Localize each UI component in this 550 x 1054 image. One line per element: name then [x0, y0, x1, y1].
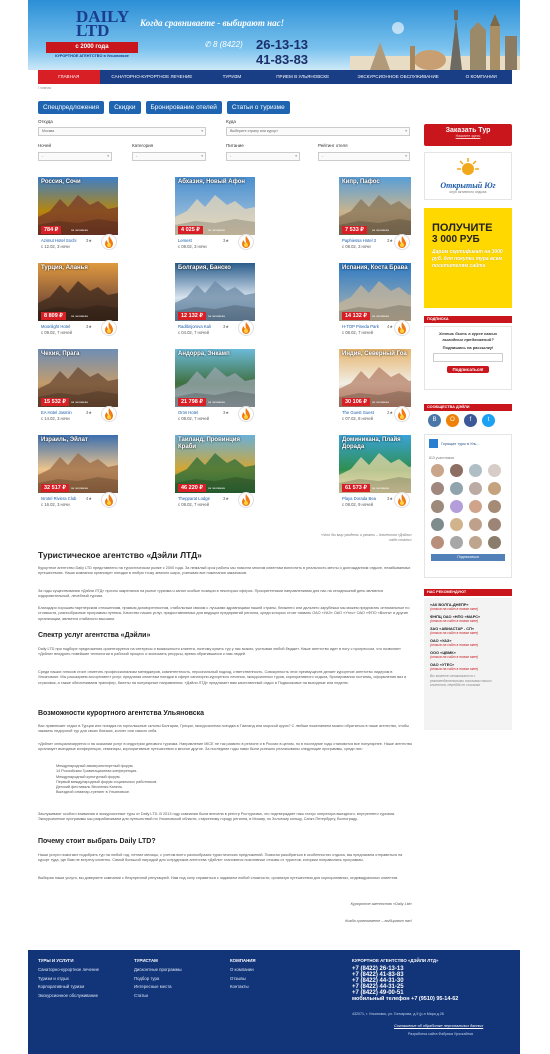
sun-logo-icon — [453, 157, 483, 179]
header-phone-1[interactable]: 26-13-13 — [256, 37, 309, 52]
tour-price[interactable]: 784 ₽ — [41, 226, 61, 234]
tour-price[interactable]: 12 132 ₽ — [178, 312, 206, 320]
tour-price[interactable]: 15 532 ₽ — [41, 398, 69, 406]
site-header — [28, 0, 520, 70]
tour-price-unit: за человека — [372, 228, 389, 232]
member-avatar[interactable] — [450, 482, 463, 495]
tour-hotel-link[interactable]: Isrotel Riviera Club — [41, 496, 77, 501]
member-avatar[interactable] — [431, 500, 444, 513]
list-item: Международный авиатранспортный форум. — [56, 764, 134, 768]
logo-subtitle: КУРОРТНОЕ АГЕНТСТВО в Ульяновске — [55, 54, 129, 58]
promo-text: Дарим сертификат на 3000 руб. для покупки тура всем посетителям сайта — [432, 249, 503, 269]
odnoklassniki-icon[interactable]: О — [446, 414, 459, 427]
rating-select[interactable]: - ▾ — [318, 152, 410, 161]
phone-code: 8 (8422) — [212, 40, 243, 49]
breadcrumb[interactable]: Главная — [38, 86, 52, 90]
tour-price-unit: за человека — [208, 400, 225, 404]
nav-item-home[interactable]: ГЛАВНАЯ — [38, 70, 100, 84]
tour-date: с 08.02, 7 ночей — [178, 416, 209, 421]
nav-item-excursions[interactable]: ЭКСКУРСИОННОЕ ОБСЛУЖИВАНИЕ — [357, 74, 439, 79]
category-select[interactable]: - ▾ — [132, 152, 206, 161]
group-avatar — [429, 439, 438, 448]
from-label: Откуда — [38, 119, 53, 124]
footer-link[interactable]: Контакты — [230, 984, 249, 989]
tour-card[interactable] — [38, 349, 118, 423]
tour-price-unit: за человека — [71, 314, 88, 318]
recommend-company[interactable]: ООО «ЦВМК» — [430, 650, 456, 655]
footer-heading-agency: КУРОРТНОЕ АГЕНТСТВО «ДЭЙЛИ ЛТД» — [352, 958, 439, 963]
member-avatar[interactable] — [469, 482, 482, 495]
member-avatar[interactable] — [450, 518, 463, 531]
tour-card[interactable] — [339, 177, 411, 251]
recommend-company[interactable]: «АК ВОЛГА-ДНЕПР» — [430, 602, 469, 607]
footer-link[interactable]: Статьи — [134, 992, 148, 998]
promo-title: ПОЛУЧИТЕ — [432, 222, 493, 234]
article-paragraph: Благодаря хорошим партнерским отношениям, прямым договоренностям, стабильным связям с лучшими здравницами нашей страны, ближнего или дальнего зарубежья мы можем предлагать оптимальные по стоимости, разнообразные программы путевок. Качество наших услуг, предоставляемых для ведущих предприятий региона, среди которых стоит назвать ОАО «УАЗ» ОАО «Утес» ОАО «ФПО «Волга» и другие организации, является стабильно высоким. — [38, 606, 410, 621]
tour-date: с 07.02, 8 ночей — [342, 416, 373, 421]
tour-stars: 3★ — [86, 324, 93, 329]
hot-offer-icon — [238, 234, 254, 250]
recommend-note[interactable]: (отзыв на сайт в новом окне) — [430, 607, 479, 611]
tour-stars: 2★ — [387, 410, 394, 415]
hot-offer-icon — [101, 406, 117, 422]
tour-stars: 3★ — [223, 324, 230, 329]
nav-item-sanatorium[interactable]: САНАТОРНО-КУРОРТНОЕ ЛЕЧЕНИЕ — [111, 74, 193, 79]
member-avatar[interactable] — [488, 464, 501, 477]
tour-card[interactable] — [339, 263, 411, 337]
header-slogan: Когда сравниваете - выбирают нас! — [140, 18, 285, 28]
vk-group-name: Горящие туры в Уль... — [441, 441, 480, 446]
footer-links-company — [230, 966, 254, 992]
tour-hotel-link[interactable]: Azimut Hotel Sochi — [41, 238, 77, 243]
tour-destination: Кипр, Пафос — [342, 179, 380, 185]
footer-address: 432071, г. Ульяновск, ул. Гончарова, д.9 (р-н Мира д.26 — [352, 1012, 444, 1016]
tour-card[interactable] — [38, 263, 118, 337]
hot-offer-icon — [238, 406, 254, 422]
footer-links-tours — [38, 966, 99, 1000]
recommend-note[interactable]: (отзыв на сайт в новом окне) — [430, 619, 479, 623]
logo[interactable] — [62, 7, 130, 40]
vk-widget — [424, 434, 512, 578]
rating-label: Рейтинг отеля — [318, 143, 348, 148]
tour-stars: 3★ — [387, 496, 394, 501]
footer-phone[interactable]: +7 (8422) 49-00-51 — [352, 990, 404, 996]
tour-stars: 3★ — [86, 410, 93, 415]
footer-link[interactable]: Санаторно-курортное лечение — [38, 967, 100, 972]
hot-offer-icon — [394, 406, 410, 422]
member-avatar[interactable] — [450, 536, 463, 549]
member-avatar[interactable] — [488, 518, 501, 531]
tour-price-unit: за человека — [71, 486, 88, 490]
tour-hotel-link[interactable]: EA Hotel Jasmin — [41, 410, 72, 415]
promo-banner[interactable] — [424, 208, 512, 308]
offer-tabs — [38, 101, 290, 114]
tour-price[interactable]: 21 798 ₽ — [178, 398, 206, 406]
hot-offer-icon — [394, 234, 410, 250]
site-footer — [28, 950, 520, 1054]
recommend-item[interactable] — [430, 638, 508, 647]
category-label: Категория — [132, 143, 154, 148]
footer-heading-tours: ТУРЫ И УСЛУГИ — [38, 958, 74, 963]
signature-slogan: Когда сравниваете – выбирают нас! — [345, 919, 412, 923]
main-nav — [38, 70, 512, 84]
subscribe-button[interactable]: Подписаться! — [447, 366, 490, 373]
signature-agency: Курортное агентство «Daily Ltd» — [350, 902, 412, 906]
footer-heading-company: КОМПАНИЯ — [230, 958, 256, 963]
article-paragraph: Наши услуги помогают подобрать тур на любой год, летние месяцы, с учетом всего разнообразия туристических предложений. Помогая разобраться в особенностях отдыха, мы предлагаем отправиться на курорт туда, где Вам не встречу клиенты. Самой большой наградой для сотрудников агентства «Дэйли» становятся позитивные отзывы от туристов, которым понравились программы. — [38, 853, 403, 863]
tours-caption: «Что бы мир увидеть и узнать – Клиентом «Дэйли» надо стать» — [320, 533, 412, 542]
hot-offer-icon — [101, 320, 117, 336]
tour-destination: Андорра, Энкамп — [178, 351, 230, 357]
order-tour-label: Заказать Тур — [445, 127, 491, 134]
developer-credit[interactable]: Разработка сайта Фабрика Уроскайтов — [408, 1032, 474, 1036]
recommend-note[interactable]: (отзыв на сайт в новом окне) — [430, 631, 479, 635]
tour-price-unit: за человека — [208, 228, 225, 232]
meal-label: Питание — [226, 143, 244, 148]
tour-price-unit: за человека — [208, 314, 225, 318]
recommend-note[interactable]: (отзыв на сайт в новом окне) — [430, 667, 479, 671]
tour-card[interactable] — [175, 435, 255, 509]
article-title: Туристическое агентство «Дэйли ЛТД» — [38, 550, 202, 560]
partner-name: Открытый Юг — [440, 181, 496, 190]
nav-item-reception[interactable]: ПРИЕМ В УЛЬЯНОВСКЕ — [276, 74, 330, 79]
footer-link[interactable]: Дисконтные программы — [134, 967, 182, 972]
member-avatars — [431, 464, 511, 549]
nights-label: Ночей — [38, 143, 52, 148]
member-avatar[interactable] — [450, 464, 463, 477]
tour-destination: Таиланд, Провинция Краби — [178, 437, 240, 450]
tab-articles[interactable]: Статьи о туризме — [227, 101, 290, 114]
member-avatar[interactable] — [469, 464, 482, 477]
footer-phone[interactable]: +7 (8422) 44-31-25 — [352, 984, 404, 990]
tour-stars: 4★ — [86, 496, 93, 501]
article-paragraph: Курортное агентство Daily LTD представлено на туристическом рынке с 2000 года. За немалый срок работы мы помогли многим клиентам воплотить в реальность мечты о долгожданном отдыхе, незабываемых путешествиях. Наша компания организует поездки в любую точку земного шара, учитывая все пожелания заказчиков. — [38, 566, 411, 576]
order-tour-sub: Нажмите здесь — [455, 134, 481, 138]
tour-date: с 14.02, 3 ночи — [41, 416, 70, 421]
header-phone-2[interactable]: 41-83-83 — [256, 52, 309, 67]
footer-link[interactable]: Подбор тура — [134, 975, 160, 981]
phone-icon: ✆ — [204, 40, 213, 49]
subscribe-email-input[interactable] — [433, 353, 503, 362]
tour-card[interactable] — [175, 349, 255, 423]
tour-destination: Чехия, Прага — [41, 351, 80, 357]
tour-card[interactable] — [175, 263, 255, 337]
recommend-item[interactable] — [430, 650, 508, 659]
recommend-item[interactable] — [430, 662, 508, 671]
recommend-company[interactable]: ОАО «УТЕС» — [430, 662, 455, 667]
member-avatar[interactable] — [431, 536, 444, 549]
tour-hotel-link[interactable]: The Guest Guest — [342, 410, 374, 415]
tour-stars: 3★ — [223, 496, 230, 501]
member-avatar[interactable] — [488, 482, 501, 495]
tour-price-unit: за человека — [208, 486, 225, 490]
recommend-item[interactable] — [430, 602, 508, 611]
recommend-footnote: Вы можете ознакомиться с рекомендательными письмами наших клиентов, перейдя по ссылкам — [430, 674, 492, 687]
nav-item-tourism[interactable]: ТУРИЗМ — [222, 74, 242, 79]
tab-hotel-booking[interactable]: Бронирование отелей — [146, 101, 222, 114]
recommend-list — [424, 598, 512, 730]
subscribe-heading: ПОДПИСКА — [424, 316, 512, 323]
tour-destination: Турция, Аланья — [41, 265, 88, 271]
tour-destination: Россия, Сочи — [41, 179, 81, 185]
hot-offer-icon — [238, 320, 254, 336]
list-item: Детский фестиваль Весенняя Капель. — [56, 785, 124, 790]
member-avatar[interactable] — [488, 500, 501, 513]
tour-date: с 08.02, 3 ночи — [342, 244, 371, 249]
footer-mobile[interactable]: мобильный телефон +7 (9510) 95-14-62 — [352, 996, 459, 1002]
member-avatar[interactable] — [431, 518, 444, 531]
tour-price-unit: за человека — [372, 314, 389, 318]
tab-special-offers[interactable]: Спецпредложения — [38, 101, 104, 114]
recommend-heading: НАС РЕКОМЕНДУЮТ — [424, 589, 512, 596]
member-avatar[interactable] — [450, 500, 463, 513]
member-avatar[interactable] — [431, 482, 444, 495]
member-avatar[interactable] — [469, 518, 482, 531]
article-paragraph: Заслуживают особого внимания и экскурсионные туры от Daily LTD. В 2013 году компания была внесена в реестр Ростуризма, что подтверждает наш статус оператора выездного, внутреннего туризма. Экскурсионные программы мы разрабатываем для путешествий по Ульяновской области, старинному городу региона, в Москву, по Золотому кольцу, Санкт-Петербургу, Волгограду. — [38, 812, 396, 822]
logo-ltd-text: LTD — [76, 21, 110, 40]
tour-card[interactable] — [38, 177, 118, 251]
list-item: Международный культурный форум. — [56, 774, 121, 779]
tour-stars: 3★ — [223, 410, 230, 415]
meal-select[interactable]: - ▾ — [226, 152, 300, 161]
hot-offer-icon — [101, 492, 117, 508]
subscribe-cta: Подпишись на рассылку! — [442, 345, 494, 350]
tour-destination: Болгария, Банско — [178, 265, 231, 271]
article-paragraph: Выбирая наши услуги, вы доверяете компании с безупречной репутацией. Нам под силу справиться с заданием любой сложности, организуя путешествия для корпоративных, индивидуальных клиентов. — [38, 876, 399, 880]
list-item: 14 Российская Гравитационная конференция. — [56, 769, 138, 774]
tour-date: с 12.02, 3 ночи — [41, 244, 70, 249]
section-heading-services: Спектр услуг агентства «Дэйли» — [38, 632, 151, 639]
tour-price[interactable]: 4 025 ₽ — [178, 226, 203, 234]
promo-amount: 3 000 РУБ — [432, 234, 480, 245]
order-tour-button[interactable] — [424, 124, 512, 146]
vk-subscribe-button[interactable]: Подписаться — [431, 554, 505, 561]
member-avatar[interactable] — [469, 536, 482, 549]
footer-heading-tourists: ТУРИСТАМ — [134, 958, 158, 963]
footer-link[interactable]: Интересные места — [134, 984, 172, 989]
subscribe-box — [424, 326, 512, 390]
tour-destination: Индия, Северный Гоа — [342, 351, 407, 357]
recommend-item[interactable] — [430, 614, 508, 623]
twitter-icon[interactable]: t — [482, 414, 495, 427]
list-item: Первый международный форум социальных работников. — [56, 779, 158, 784]
member-avatar[interactable] — [488, 536, 501, 549]
hot-offer-icon — [238, 492, 254, 508]
to-label: Куда — [226, 119, 236, 124]
tour-destination: Испания, Коста Брава — [342, 265, 408, 271]
tour-hotel-link[interactable]: Oros Hotel — [178, 410, 199, 415]
tour-destination: Израиль, Эйлат — [41, 437, 88, 443]
nav-item-about[interactable]: О КОМПАНИИ — [465, 74, 497, 79]
tour-card[interactable] — [38, 435, 118, 509]
list-item: Выездной семинар-тренинг в Ульяновске. — [56, 790, 131, 795]
tour-price[interactable]: 8 809 ₽ — [41, 312, 66, 320]
tour-destination: Абхазия, Новый Афон — [178, 179, 246, 185]
footer-phones — [352, 966, 458, 1002]
tour-stars: 3★ — [387, 238, 394, 243]
tour-hotel-link[interactable]: H-TOP Pineda Park — [342, 324, 379, 329]
vk-group-header[interactable] — [429, 439, 507, 448]
privacy-link[interactable]: Соглашение об обработке персональных данных — [394, 1024, 484, 1028]
footer-link[interactable]: Экскурсионное обслуживание — [38, 992, 98, 998]
hot-offer-icon — [394, 320, 410, 336]
tour-hotel-link[interactable]: Playa Dorada Bea — [342, 496, 376, 501]
recommend-company[interactable]: ОАО «УАЗ» — [430, 638, 452, 643]
tour-date: с 04.02, 7 ночей — [178, 330, 209, 335]
logo-daily-text: DAILY — [76, 7, 130, 26]
footer-link[interactable]: Корпоративный туризм — [38, 984, 85, 989]
social-icons — [428, 414, 495, 427]
subscribe-question: Хочешь быть в курсе самых выгодных предложений? — [438, 331, 498, 342]
footer-link[interactable]: О компании — [230, 967, 254, 972]
article-paragraph: Daily LTD при подборе предложения ориентируется на интересы и возможности клиента, поэтому купить тур у нас можно, учитывая любой бюджет. Наше агентство идет в ногу с прогрессом, что позволяет «Дэйли» внедрять новейшие технологии в рабочий процесс и экономить ресурсы, время обратившихся к нам людей. — [38, 647, 401, 657]
footer-phone[interactable]: +7 (8422) 26-13-13 — [352, 966, 404, 972]
recommend-company[interactable]: ЗАО «АВИАСТАР - СП» — [430, 626, 475, 631]
tour-price[interactable]: 7 533 ₽ — [342, 226, 367, 234]
recommend-note[interactable]: (отзыв на сайт в новом окне) — [430, 643, 479, 647]
footer-links-tourists — [134, 966, 182, 1000]
members-count: 813 участников — [429, 456, 454, 460]
tour-stars: 4★ — [387, 324, 394, 329]
footer-phone[interactable]: +7 (8422) 41-83-83 — [352, 972, 404, 978]
tour-price[interactable]: 61 573 ₽ — [342, 484, 370, 492]
recommend-item[interactable] — [430, 626, 508, 635]
tour-price[interactable]: 46 220 ₽ — [178, 484, 206, 492]
social-heading: СООБЩЕСТВА ДЭЙЛИ — [424, 404, 512, 411]
tour-price[interactable]: 32 517 ₽ — [41, 484, 69, 492]
recommend-note[interactable]: (отзыв на сайт в новом окне) — [430, 655, 479, 659]
footer-link[interactable]: Отзывы — [230, 975, 246, 981]
tour-price[interactable]: 14 132 ₽ — [342, 312, 370, 320]
tour-price[interactable]: 30 106 ₽ — [342, 398, 370, 406]
member-avatar[interactable] — [469, 500, 482, 513]
tour-date: с 08.02, 3 ночи — [178, 244, 207, 249]
facebook-icon[interactable]: f — [464, 414, 477, 427]
nights-select[interactable]: - ▾ — [38, 152, 112, 161]
recommend-company[interactable]: ФНПЦ ОАО «НПО «МАРС» — [430, 614, 481, 619]
tour-card[interactable] — [175, 177, 255, 251]
article-paragraph: Среди наших плюсов стоит отметить профессионализм менеджеров, компетентность, персональный подход, ответственность. Совокупность этих преимуществ делает курортное агентство лидером в Ульяновске. Мы расширяем ассортимент услуг, предлагая клиентам поездки в сфере санаторно-курортного лечения, экскурсионных туров, корпоративного отдыха, бронирования гостиниц, оформления виз и страховок, а также обеспечиваем трансфер, билеты на популярные направления. «Дэйли ЛТД» предлагает вам качественный отдых в Подмосковье на выходные или неделю. — [38, 670, 407, 685]
article-paragraph: «Дэйли» специализируется и на оказании услуг в индустрии делового туризма. Направление MICE не так развито в регионе и в России в целом, но в последние годы становится все популярнее. Наше агентство организует выездные конференции, семинары, корпоративные путешествия и многое другое. За последние годы нами были успешно реализованы следующие программы, среди них: — [38, 742, 413, 752]
logo-ribbon: с 2000 года — [46, 42, 138, 53]
tour-hotel-link[interactable]: Thepparat Lodge — [178, 496, 210, 501]
section-heading-opportunities: Возможности курортного агентства Ульяновска — [38, 710, 205, 717]
member-avatar[interactable] — [431, 464, 444, 477]
tour-date: с 16.02, 3 ночи — [41, 502, 70, 507]
tour-price-unit: за человека — [372, 486, 389, 490]
to-select[interactable]: Выберите страну или курорт ▾ — [226, 127, 410, 136]
vk-icon[interactable]: В — [428, 414, 441, 427]
footer-phone[interactable]: +7 (8422) 44-31-30 — [352, 978, 404, 984]
tour-price-unit: за человека — [71, 228, 88, 232]
tab-discounts[interactable]: Скидки — [109, 101, 140, 114]
section-heading-why: Почему стоит выбрать Daily LTD? — [38, 838, 156, 845]
tour-price-unit: за человека — [71, 400, 88, 404]
landmarks-illustration — [350, 6, 520, 70]
article-paragraph: За годы существования «Дэйли ЛТД» прочно закрепился на рынке туризма и занял особые позиции в некоторых сферах. Приоритетными направлениями для нас на сегодняшний день являются оздоровительный, лечебный туризм. — [38, 589, 384, 599]
partner-sub: клуб активного отдыха — [449, 190, 487, 194]
tour-stars: 3★ — [86, 238, 93, 243]
from-select[interactable]: Москва ▾ — [38, 127, 206, 136]
phone-prefix — [204, 40, 243, 49]
partner-banner[interactable] — [424, 152, 512, 200]
hot-offer-icon — [101, 234, 117, 250]
tour-card[interactable] — [339, 349, 411, 423]
tour-hotel-link[interactable]: Lemest — [178, 238, 192, 243]
tour-hotel-link[interactable]: Paphiessa Hotel 3 — [342, 238, 376, 243]
tour-price-unit: за человека — [372, 400, 389, 404]
events-list — [56, 764, 356, 796]
tour-hotel-link[interactable]: Moonlight Hotel — [41, 324, 71, 329]
tour-hotel-link[interactable]: Radibnjorova Kali — [178, 324, 211, 329]
tour-date: с 09.02, 7 ночей — [41, 330, 72, 335]
tour-destination: Доминикана, Плайя Дорада — [342, 437, 401, 450]
footer-link[interactable]: Туризм и отдых — [38, 975, 69, 981]
hot-offer-icon — [394, 492, 410, 508]
article-paragraph: Вас привлекает отдых в Турции или поездка на горнолыжные склоны Болгарии, Греции, экскурсионная поездка в Таиланд или морской круиз? С любым пожеланием можно обратиться в наше агентство, чтобы заказать недорогой тур для своих близких, коллег или самого себя. — [38, 724, 409, 734]
tour-date: с 08.02, 9 ночей — [342, 502, 373, 507]
tour-date: с 08.02, 7 ночей — [342, 330, 373, 335]
tour-date: с 08.02, 7 ночей — [178, 502, 209, 507]
tour-stars: 3★ — [223, 238, 230, 243]
tour-card[interactable] — [339, 435, 411, 509]
